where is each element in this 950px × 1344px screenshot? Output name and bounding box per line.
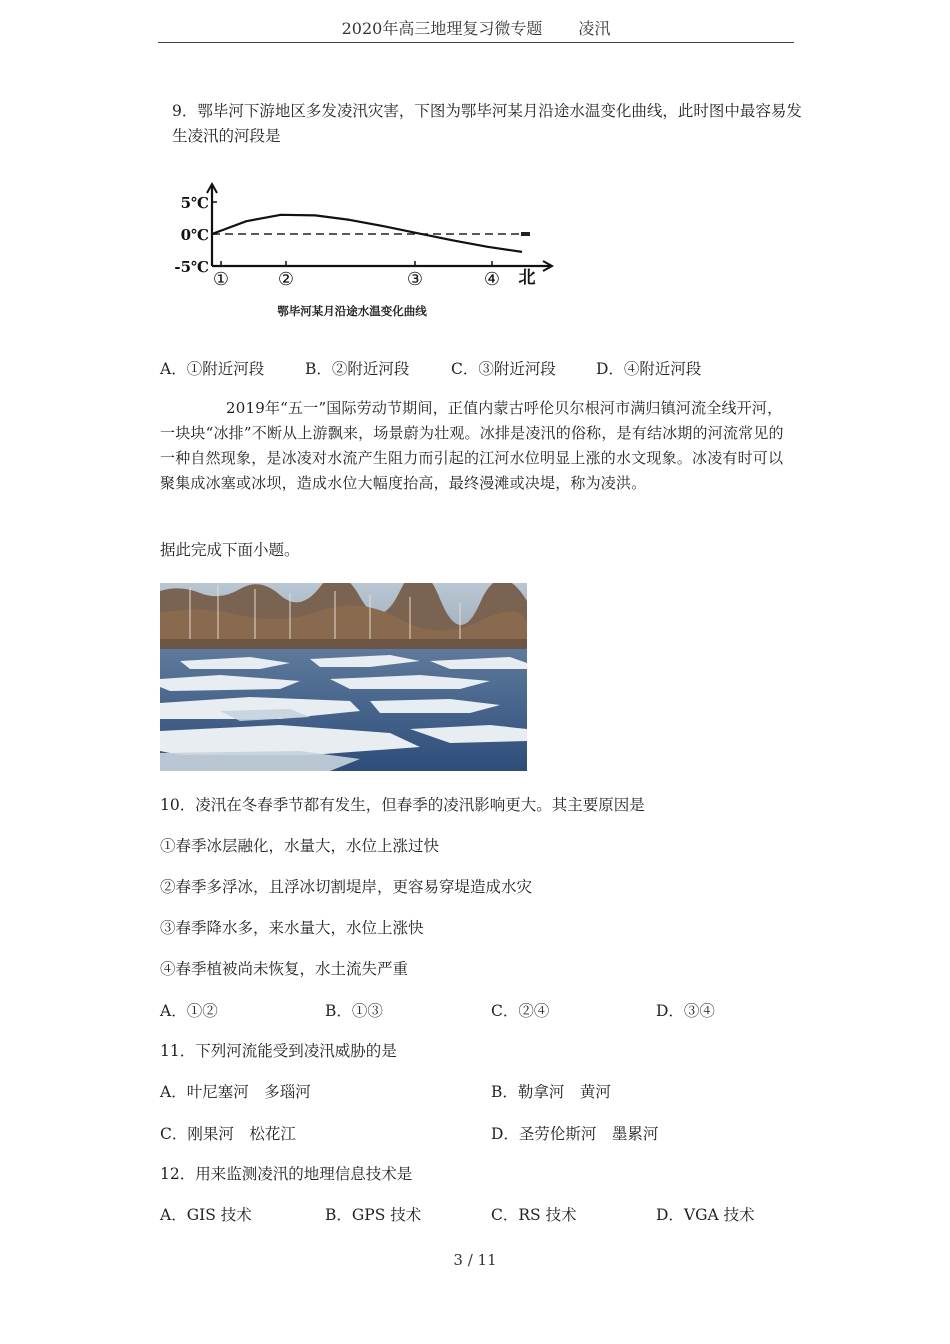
q10-option-d[interactable]: D．③④ [656, 1002, 715, 1020]
q12-option-d[interactable]: D．VGA 技术 [656, 1206, 755, 1224]
header-divider [158, 42, 794, 43]
y-tick-label: 5℃ [180, 194, 209, 212]
q11-option-b[interactable]: B．勒拿河 黄河 [491, 1083, 611, 1101]
question-11-text: 11．下列河流能受到凌汛威胁的是 [160, 1042, 397, 1060]
header-topic: 凌汛 [578, 19, 611, 38]
header-title: 2020年高三地理复习微专题 [341, 19, 543, 38]
passage-instruction: 据此完成下面小题。 [160, 541, 300, 559]
reading-passage: 2019年“五一”国际劳动节期间，正值内蒙古呼伦贝尔根河市满归镇河流全线开河，一块块“冰排”不断从上游飘来，场景蔚为壮观。冰排是凌汛的俗称，是有结冰期的河流常见的一种自然现象，是冰凌对水流产生阻力而引起的江河水位明显上涨的水文现象。冰凌有时可以聚集成冰塞或冰坝，造成水位大幅度抬高，最终漫滩或决堤，称为凌洪。 [160, 399, 784, 492]
water-temperature-chart [172, 172, 572, 332]
q10-statement-3: ③春季降水多，来水量大，水位上涨快 [160, 919, 424, 937]
q11-option-d[interactable]: D．圣劳伦斯河 墨累河 [491, 1125, 659, 1143]
chart-svg [172, 172, 572, 332]
river-ice-photo [160, 583, 527, 771]
chart-caption: 鄂毕河某月沿途水温变化曲线 [277, 304, 427, 318]
question-9-text: 9．鄂毕河下游地区多发凌汛灾害，下图为鄂毕河某月沿途水温变化曲线，此时图中最容易发生凌汛的河段是 [172, 102, 802, 145]
x-tick-label: ③ [406, 269, 424, 290]
q11-option-a[interactable]: A．叶尼塞河 多瑙河 [160, 1083, 311, 1101]
y-tick-label: 0℃ [180, 226, 209, 244]
question-12-text: 12．用来监测凌汛的地理信息技术是 [160, 1165, 413, 1183]
x-tick-label: ① [212, 269, 230, 290]
q9-option-b[interactable]: B．②附近河段 [305, 360, 410, 378]
north-direction-label: 北 [518, 268, 536, 288]
q9-option-a[interactable]: A．①附近河段 [160, 360, 265, 378]
q12-option-c[interactable]: C．RS 技术 [491, 1206, 577, 1224]
q9-option-d[interactable]: D．④附近河段 [596, 360, 702, 378]
x-tick-label: ② [277, 269, 295, 290]
current-page: 3 [453, 1251, 463, 1269]
q10-statement-2: ②春季多浮冰，且浮冰切割堤岸，更容易穿堤造成水灾 [160, 878, 533, 896]
q9-option-c[interactable]: C．③附近河段 [451, 360, 556, 378]
reference-line-end [521, 232, 530, 236]
q10-option-c[interactable]: C．②④ [491, 1002, 550, 1020]
q10-statement-4: ④春季植被尚未恢复，水土流失严重 [160, 960, 409, 978]
q11-option-c[interactable]: C．刚果河 松花江 [160, 1125, 296, 1143]
q10-option-b[interactable]: B．①③ [325, 1002, 383, 1020]
total-pages: 11 [477, 1251, 497, 1269]
page-number [0, 1251, 950, 1269]
q12-option-b[interactable]: B．GPS 技术 [325, 1206, 422, 1224]
y-tick-label: -5℃ [174, 258, 209, 276]
q10-statement-1: ①春季冰层融化，水量大，水位上涨过快 [160, 837, 440, 855]
page-separator: / [467, 1251, 473, 1269]
x-tick-label: ④ [483, 269, 501, 290]
q12-option-a[interactable]: A．GIS 技术 [160, 1206, 252, 1224]
question-10-text: 10．凌汛在冬春季节都有发生，但春季的凌汛影响更大。其主要原因是 [160, 796, 645, 814]
q10-option-a[interactable]: A．①② [160, 1002, 218, 1020]
page-header [158, 16, 794, 39]
